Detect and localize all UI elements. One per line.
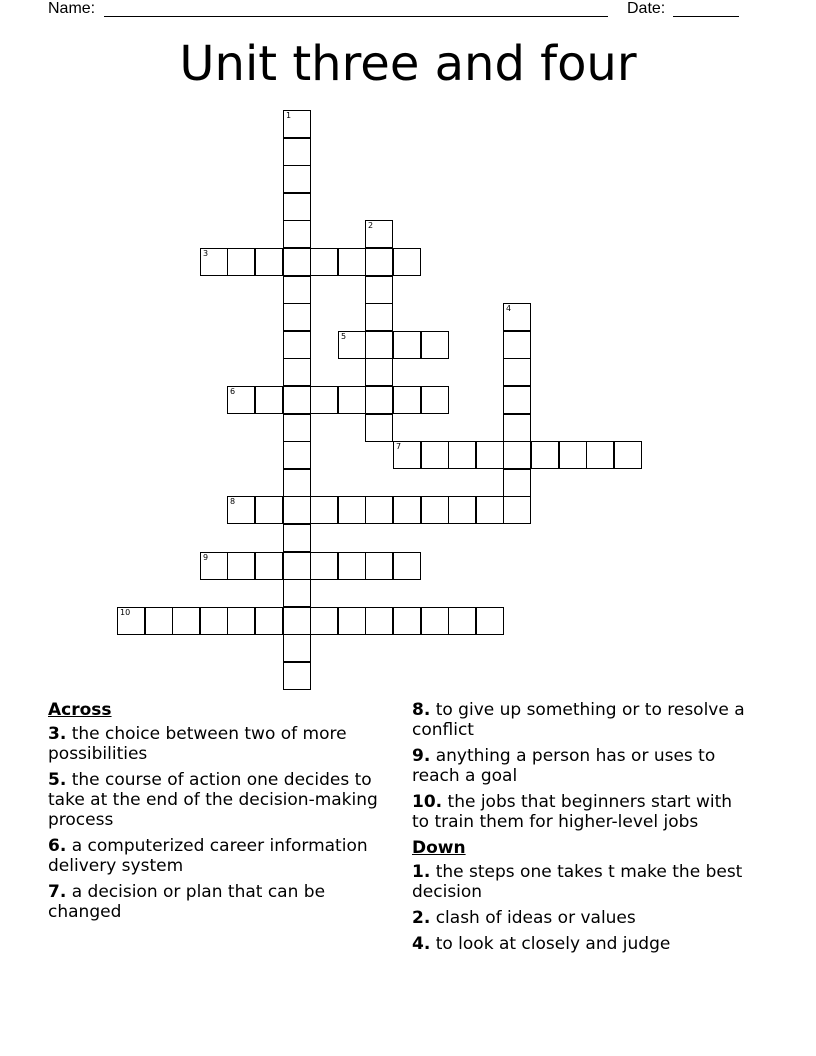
grid-cell[interactable]	[365, 331, 393, 359]
clue-across-8: 8. to give up something or to resolve a conflict	[412, 700, 745, 740]
clue-number-label: 1	[286, 111, 292, 120]
grid-cell[interactable]	[365, 276, 393, 304]
grid-cell[interactable]	[393, 607, 421, 635]
grid-cell[interactable]	[338, 386, 366, 414]
grid-cell[interactable]	[365, 220, 393, 248]
grid-cell[interactable]	[283, 469, 311, 497]
grid-cell[interactable]	[365, 248, 393, 276]
grid-cell[interactable]	[503, 358, 531, 386]
grid-cell[interactable]	[200, 607, 228, 635]
grid-cell[interactable]	[421, 441, 449, 469]
grid-cell[interactable]	[503, 441, 531, 469]
clue-across-10: 10. the jobs that beginners start with to train them for higher-level jobs	[412, 792, 733, 832]
grid-cell[interactable]	[255, 248, 283, 276]
grid-cell[interactable]	[255, 552, 283, 580]
grid-cell[interactable]	[200, 248, 228, 276]
grid-cell[interactable]	[365, 358, 393, 386]
grid-cell[interactable]	[338, 496, 366, 524]
grid-cell[interactable]	[172, 607, 200, 635]
clue-across-7: 7. a decision or plan that can be changed	[48, 882, 326, 922]
clue-number-label: 8	[230, 497, 236, 506]
grid-cell[interactable]	[283, 248, 311, 276]
grid-cell[interactable]	[476, 607, 504, 635]
date-label: Date:	[627, 0, 666, 17]
grid-cell[interactable]	[255, 607, 283, 635]
grid-cell[interactable]	[503, 469, 531, 497]
clues-column-left	[48, 700, 388, 928]
clue-across-5: 5. the course of action one decides to take at the end of the decision-making process	[48, 770, 378, 830]
grid-cell[interactable]	[283, 110, 311, 138]
grid-cell[interactable]	[365, 552, 393, 580]
clue-across-9: 9. anything a person has or uses to reach a goal	[412, 746, 716, 786]
grid-cell[interactable]	[227, 496, 255, 524]
grid-cell[interactable]	[393, 248, 421, 276]
grid-cell[interactable]	[393, 496, 421, 524]
grid-cell[interactable]	[338, 331, 366, 359]
grid-cell[interactable]	[283, 496, 311, 524]
clue-number-label: 10	[120, 608, 131, 617]
grid-cell[interactable]	[283, 303, 311, 331]
grid-cell[interactable]	[614, 441, 642, 469]
grid-cell[interactable]	[393, 441, 421, 469]
grid-cell[interactable]	[145, 607, 173, 635]
grid-cell[interactable]	[283, 524, 311, 552]
down-heading: Down	[412, 838, 466, 858]
grid-cell[interactable]	[310, 496, 338, 524]
clue-number-label: 9	[203, 553, 209, 562]
grid-cell[interactable]	[448, 496, 476, 524]
grid-cell[interactable]	[310, 607, 338, 635]
grid-cell[interactable]	[117, 607, 145, 635]
grid-cell[interactable]	[365, 386, 393, 414]
grid-cell[interactable]	[283, 358, 311, 386]
across-heading: Across	[48, 700, 112, 720]
grid-cell[interactable]	[338, 607, 366, 635]
grid-cell[interactable]	[365, 303, 393, 331]
grid-cell[interactable]	[503, 496, 531, 524]
grid-cell[interactable]	[448, 607, 476, 635]
grid-cell[interactable]	[255, 496, 283, 524]
grid-cell[interactable]	[421, 386, 449, 414]
grid-cell[interactable]	[503, 414, 531, 442]
grid-cell[interactable]	[227, 607, 255, 635]
grid-cell[interactable]	[476, 441, 504, 469]
grid-cell[interactable]	[283, 165, 311, 193]
grid-cell[interactable]	[393, 331, 421, 359]
clue-number-label: 5	[341, 332, 347, 341]
grid-cell[interactable]	[393, 386, 421, 414]
clue-down-2: 2. clash of ideas or values	[412, 908, 636, 928]
grid-cell[interactable]	[283, 386, 311, 414]
grid-cell[interactable]	[255, 386, 283, 414]
name-label: Name:	[48, 0, 96, 17]
grid-cell[interactable]	[448, 441, 476, 469]
clue-number-label: 7	[396, 442, 402, 451]
grid-cell[interactable]	[338, 552, 366, 580]
grid-cell[interactable]	[559, 441, 587, 469]
grid-cell[interactable]	[200, 552, 228, 580]
clue-number-label: 3	[203, 249, 209, 258]
grid-cell[interactable]	[283, 662, 311, 690]
grid-cell[interactable]	[283, 220, 311, 248]
grid-cell[interactable]	[283, 331, 311, 359]
grid-cell[interactable]	[421, 607, 449, 635]
clue-down-4: 4. to look at closely and judge	[412, 934, 671, 954]
grid-cell[interactable]	[365, 414, 393, 442]
grid-cell[interactable]	[283, 441, 311, 469]
grid-cell[interactable]	[310, 552, 338, 580]
grid-cell[interactable]	[586, 441, 614, 469]
grid-cell[interactable]	[283, 414, 311, 442]
grid-cell[interactable]	[503, 386, 531, 414]
clue-number-label: 4	[506, 304, 512, 313]
grid-cell[interactable]	[310, 248, 338, 276]
grid-cell[interactable]	[227, 552, 255, 580]
grid-cell[interactable]	[310, 386, 338, 414]
clues-column-right	[412, 700, 752, 960]
clue-across-3: 3. the choice between two of more possibilities	[48, 724, 347, 764]
grid-cell[interactable]	[531, 441, 559, 469]
grid-cell[interactable]	[476, 496, 504, 524]
grid-cell[interactable]	[283, 579, 311, 607]
grid-cell[interactable]	[393, 552, 421, 580]
grid-cell[interactable]	[503, 331, 531, 359]
grid-cell[interactable]	[227, 248, 255, 276]
grid-cell[interactable]	[283, 552, 311, 580]
grid-cell[interactable]	[365, 607, 393, 635]
grid-cell[interactable]	[338, 248, 366, 276]
grid-cell[interactable]	[421, 496, 449, 524]
clue-down-1: 1. the steps one takes t make the best decision	[412, 862, 743, 902]
grid-cell[interactable]	[283, 607, 311, 635]
grid-cell[interactable]	[421, 331, 449, 359]
grid-cell[interactable]	[227, 386, 255, 414]
puzzle-title: Unit three and four	[179, 36, 637, 92]
grid-cell[interactable]	[283, 634, 311, 662]
grid-cell[interactable]	[503, 303, 531, 331]
clue-number-label: 2	[368, 221, 374, 230]
grid-cell[interactable]	[365, 496, 393, 524]
grid-cell[interactable]	[283, 276, 311, 304]
grid-cell[interactable]	[283, 138, 311, 166]
clue-number-label: 6	[230, 387, 236, 396]
clue-across-6: 6. a computerized career information delivery system	[48, 836, 368, 876]
grid-cell[interactable]	[283, 193, 311, 221]
